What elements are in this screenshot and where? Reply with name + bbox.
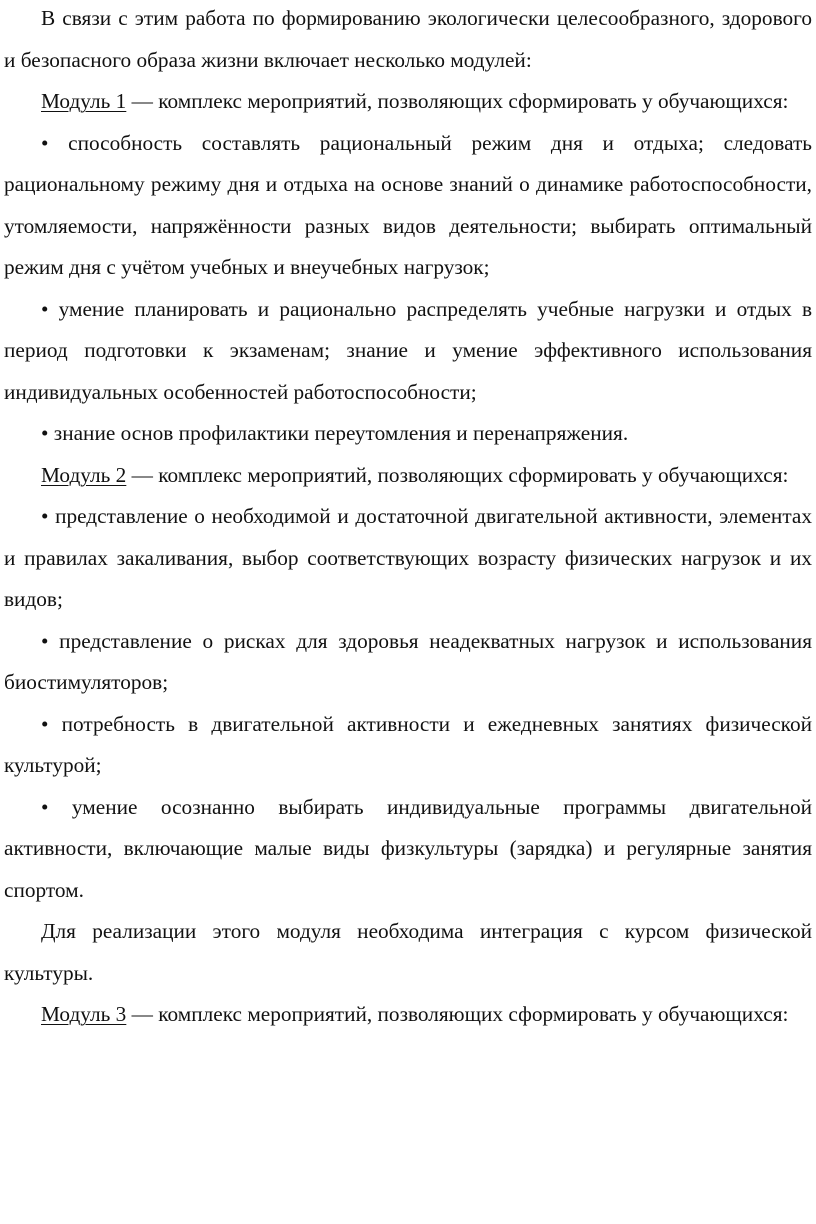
module-2-bullet-3: • потребность в двигательной активности и ежедневных занятиях физической культурой; — [4, 711, 812, 777]
module-3-heading — [4, 994, 812, 1036]
module-1-label: Модуль 1 — [41, 89, 127, 113]
module-1-description: — комплекс мероприятий, позволяющих сформировать у обучающихся: — [126, 89, 789, 113]
module-3-label: Модуль 3 — [41, 1002, 127, 1026]
module-1-bullet-3: • знание основ профилактики переутомления и перенапряжения. — [41, 421, 629, 445]
module-2-heading — [4, 455, 812, 497]
module-1-bullet-2: • умение планировать и рационально распределять учебные нагрузки и отдых в период подготовки к экзаменам; знание и умение эффективного использования индивидуальных особенностей работоспособности; — [4, 296, 812, 404]
module-2-label: Модуль 2 — [41, 462, 127, 487]
module-2-bullet-4: • умение осознанно выбирать индивидуальные программы двигательной активности, включающие малые виды физкультуры (зарядка) и регулярные занятия спортом. — [4, 794, 812, 902]
module-2-bullet-1: • представление о необходимой и достаточной двигательной активности, элементах и правилах закаливания, выбор соответствующих возрасту физических нагрузок и их видов; — [4, 504, 812, 611]
module-2-description: — комплекс мероприятий, позволяющих сформировать у обучающихся: — [126, 462, 789, 487]
module-1-heading — [4, 81, 812, 123]
module-2-integration-note: Для реализации этого модуля необходима интеграция с курсом физической культуры. — [4, 919, 812, 985]
intro-paragraph: В связи с этим работа по формированию экологически целесообразного, здорового и безопасного образа жизни включает несколько модулей: — [4, 6, 812, 72]
module-2-bullet-2: • представление о рисках для здоровья неадекватных нагрузок и использования биостимуляторов; — [4, 628, 812, 694]
module-1-bullet-1: • способность составлять рациональный режим дня и отдыха; следовать рациональному режиму дня и отдыха на основе знаний о динамике работоспособности, утомляемости, напряжённости разных видов деятельности; выбирать оптимальный режим дня с учётом учебных и внеучебных нагрузок; — [4, 130, 812, 279]
module-3-description: — комплекс мероприятий, позволяющих сформировать у обучающихся: — [126, 1002, 789, 1026]
